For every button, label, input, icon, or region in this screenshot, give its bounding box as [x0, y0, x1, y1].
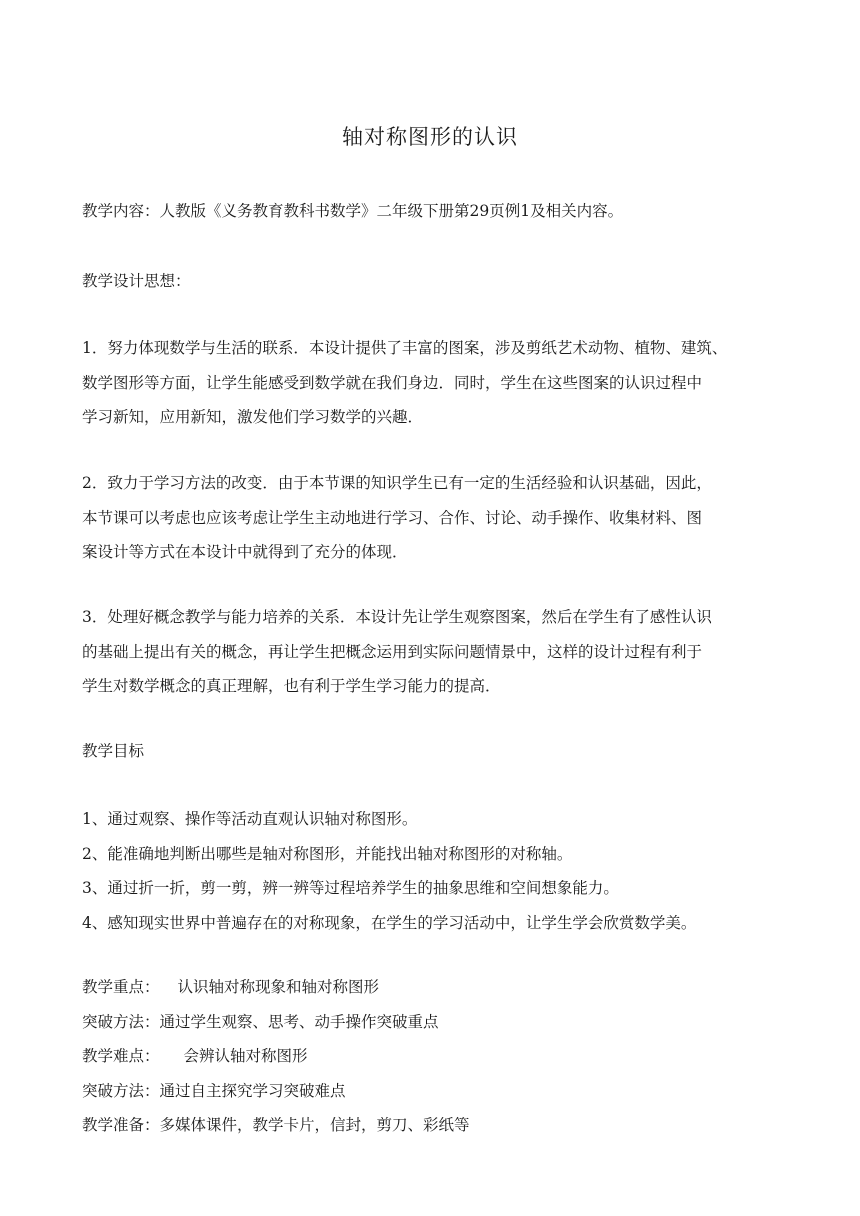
- key-point-line: [82, 970, 782, 1005]
- design-heading: 教学设计思想：: [82, 272, 191, 290]
- paragraph-line: 3．处理好概念教学与能力培养的关系．本设计先让学生观察图案，然后在学生有了感性认识: [82, 608, 712, 626]
- design-heading-block: [82, 264, 782, 299]
- paragraph-line: 数学图形等方面，让学生能感受到数学就在我们身边．同时，学生在这些图案的认识过程中: [82, 373, 703, 392]
- paragraph-line: 2．致力于学习方法的改变．由于本节课的知识学生已有一定的生活经验和认识基础，因此，: [82, 474, 712, 492]
- paragraph-line: 案设计等方式在本设计中就得到了充分的体现．: [82, 543, 408, 561]
- design-point-2: [82, 466, 782, 570]
- goals-heading: 教学目标: [82, 742, 145, 760]
- preparation: 教学准备：多媒体课件，教学卡片，信封，剪刀、彩纸等: [82, 1116, 470, 1134]
- difficulty-line: [82, 1039, 782, 1074]
- goal-item: 1、通过观察、操作等活动直观认识轴对称图形。: [82, 810, 418, 828]
- goals-list: [82, 802, 782, 940]
- paragraph-line: 1．努力体现数学与生活的联系．本设计提供了丰富的图案，涉及剪纸艺术动物、植物、建筑、: [82, 339, 728, 357]
- key-point-value: 认识轴对称现象和轴对称图形: [177, 978, 380, 996]
- key-difficult-points: [82, 970, 782, 1143]
- goal-item: 3、通过折一折，剪一剪，辨一辨等过程培养学生的抽象思维和空间想象能力。: [82, 879, 619, 897]
- paragraph-line: 本节课可以考虑也应该考虑让学生主动地进行学习、合作、讨论、动手操作、收集材料、图: [82, 508, 703, 527]
- goal-item: 2、能准确地判断出哪些是轴对称图形，并能找出轴对称图形的对称轴。: [82, 844, 573, 863]
- paragraph-line: 学习新知，应用新知，激发他们学习数学的兴趣．: [82, 408, 424, 426]
- design-point-1: [82, 331, 782, 435]
- paragraph-line: 的基础上提出有关的概念，再让学生把概念运用到实际问题情景中，这样的设计过程有利于: [82, 642, 703, 661]
- difficulty-value: 会辨认轴对称图形: [183, 1047, 308, 1065]
- goal-item: 4、感知现实世界中普遍存在的对称现象，在学生的学习活动中，让学生学会欣赏数学美。: [82, 913, 697, 932]
- teaching-content: [82, 194, 782, 229]
- document-title: 轴对称图形的认识: [342, 125, 518, 149]
- paragraph-line: 学生对数学概念的真正理解，也有利于学生学习能力的提高．: [82, 677, 501, 695]
- design-point-3: [82, 600, 782, 704]
- difficulty-method: 突破方法：通过自主探究学习突破难点: [82, 1081, 346, 1100]
- teaching-content-line: 教学内容：人教版《义务教育教科书数学》二年级下册第29页例1及相关内容。: [82, 202, 624, 220]
- key-method: 突破方法：通过学生观察、思考、动手操作突破重点: [82, 1012, 439, 1031]
- goals-heading-block: [82, 734, 782, 769]
- key-point-label: 教学重点：: [82, 978, 160, 996]
- difficulty-label: 教学难点：: [82, 1047, 160, 1065]
